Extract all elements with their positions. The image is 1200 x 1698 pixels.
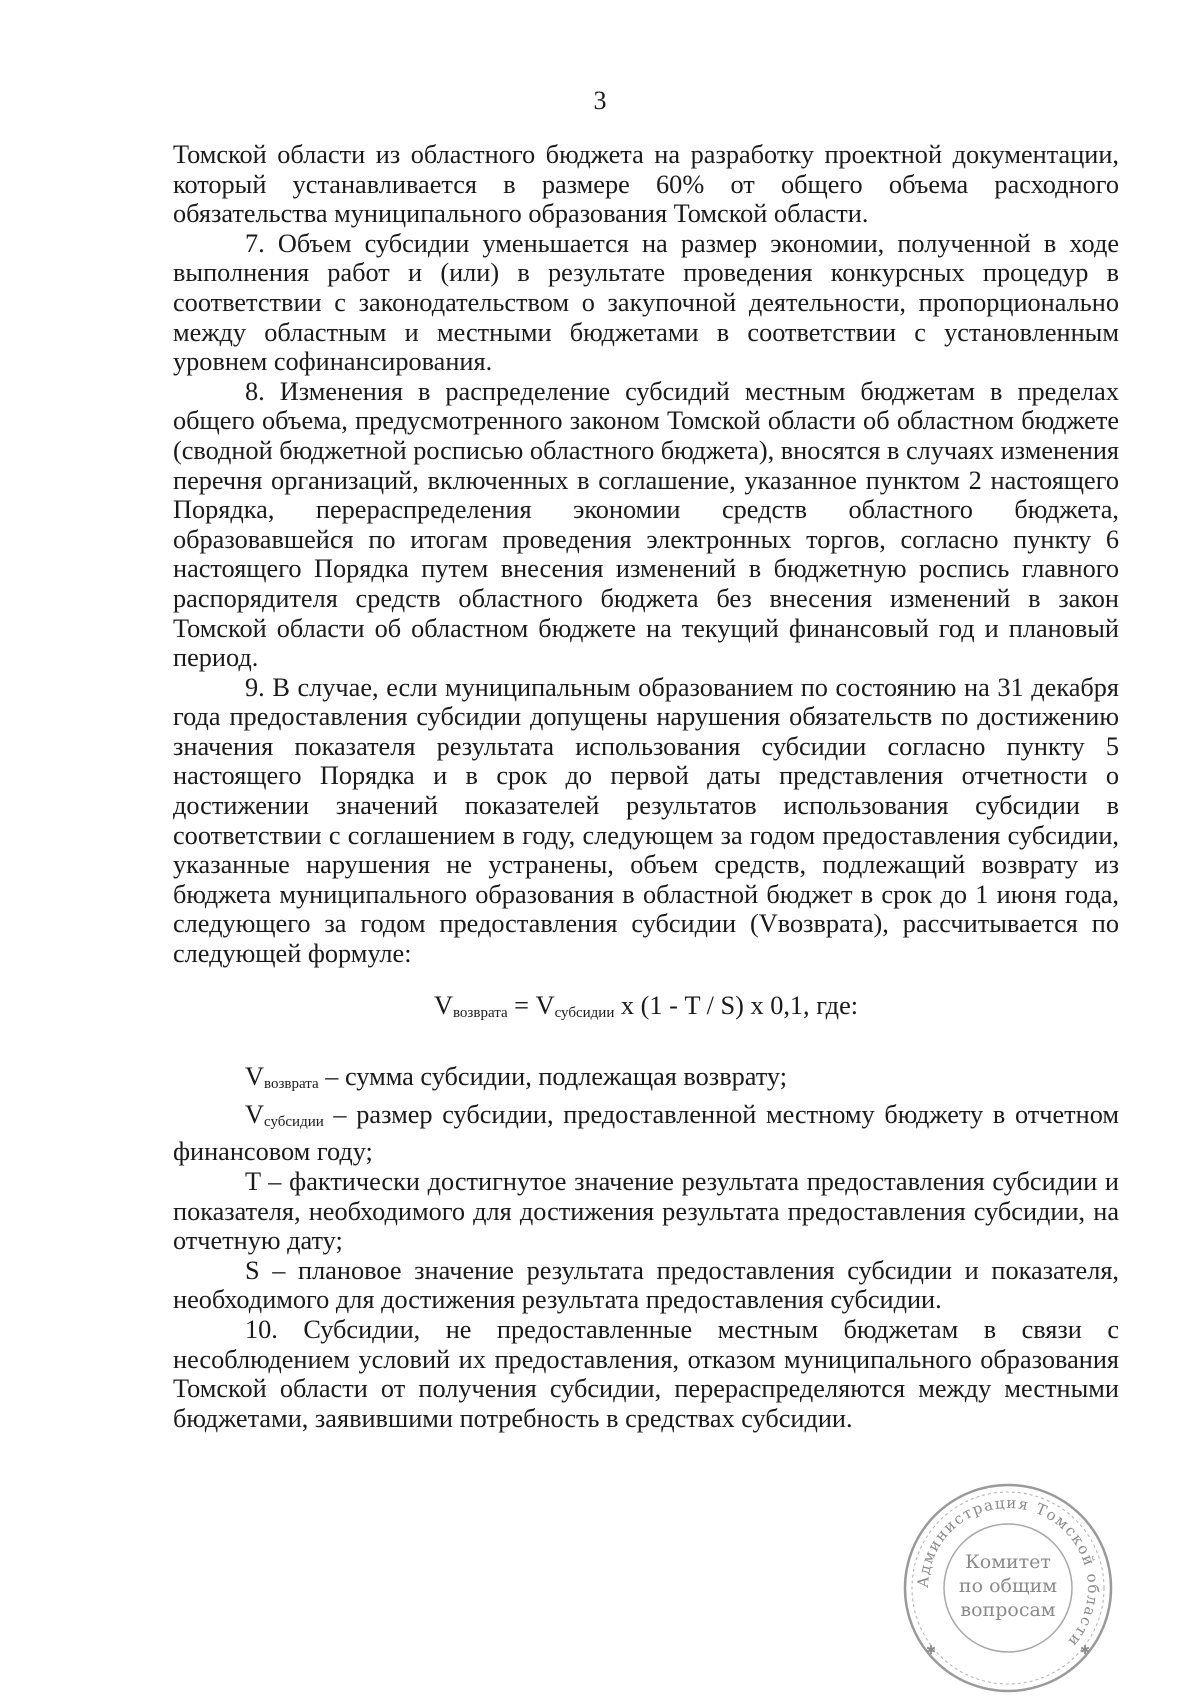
definition-s: S – плановое значение результата предоставления субсидии и показателя, необходимого для достижения результата предоставления субсидии. — [173, 1255, 1119, 1315]
formula-equals: = — [507, 990, 536, 1020]
formula-rest: х (1 - T / S) х 0,1, где: — [614, 990, 859, 1020]
paragraph-7: 7. Объем субсидии уменьшается на размер экономии, полученной в ходе выполнения работ и (или) в результате проведения конкурсных процедур в соответствии с законодательством о закупочной деятельности, пропорционально между областным и местными бюджетами в соответствии с установленным уровнем софинансирования. — [173, 228, 1119, 377]
paragraph-continuation: Томской области из областного бюджета на разработку проектной документации, который устанавливается в размере 60% от общего объема расходного обязательства муниципального образования Томской области. — [173, 140, 1119, 229]
stamp-graphic — [898, 1478, 1118, 1698]
formula-sub-return: возврата — [452, 1004, 508, 1021]
definition-v-subsidy — [173, 1100, 1119, 1167]
formula — [173, 991, 1119, 1029]
definition-v-letter-2: V — [245, 1099, 264, 1129]
paragraph-10: 10. Субсидии, не предоставленные местным бюджетам в связи с несоблюдением условий их предоставления, отказом муниципального образования Томской области от получения субсидии, перераспределяются между местными бюджетами, заявившими потребность в средствах субсидии. — [173, 1314, 1119, 1433]
document-body — [173, 140, 1119, 1433]
page-number: 3 — [593, 86, 607, 115]
paragraph-9: 9. В случае, если муниципальным образованием по состоянию на 31 декабря года предоставления субсидии допущены нарушения обязательств по достижению значения показателя результата использования субсидии согласно пункту 5 настоящего Порядка и в срок до первой даты представления отчетности о достижении значений показателей результатов использования субсидии в соответствии с соглашением в году, следующем за годом предоставления субсидии, указанные нарушения не устранены, объем средств, подлежащий возврату из бюджета муниципального образования в областной бюджет в срок до 1 июня года, следующего за годом предоставления субсидии (Vвозврата), рассчитывается по следующей формуле: — [173, 672, 1119, 969]
formula-v-subsidy: V — [535, 990, 555, 1020]
definition-v-return — [173, 1062, 1119, 1100]
official-stamp — [898, 1478, 1118, 1698]
definition-subsidy-sub: субсидии — [264, 1113, 324, 1130]
definition-subsidy-text: – размер субсидии, предоставленной местному бюджету в отчетном финансовом году; — [173, 1099, 1119, 1167]
formula-sub-subsidy: субсидии — [554, 1004, 615, 1021]
stamp-star-left: ✱ — [926, 1643, 937, 1657]
stamp-ring-text: Администрация Томской области — [913, 1493, 1103, 1652]
definition-return-text: – сумма субсидии, подлежащая возврату; — [318, 1062, 788, 1092]
definition-return-sub: возврата — [264, 1076, 319, 1093]
stamp-star-right: ✱ — [1080, 1643, 1091, 1657]
paragraph-8: 8. Изменения в распределение субсидий местным бюджетам в пределах общего объема, предусмотренного законом Томской области об областном бюджете (сводной бюджетной росписью областного бюджета), вносятся в случаях изменения перечня организаций, включенных в соглашение, указанное пунктом 2 настоящего Порядка, перераспределения экономии средств областного бюджета, образовавшейся по итогам проведения электронных торгов, согласно пункту 6 настоящего Порядка путем внесения изменений в бюджетную роспись главного распорядителя средств областного бюджета без внесения изменений в закон Томской области об областном бюджете на текущий финансовый год и плановый период. — [173, 376, 1119, 673]
definition-v-letter: V — [245, 1062, 264, 1092]
definition-t: T – фактически достигнутое значение результата предоставления субсидии и показателя, необходимого для достижения результата предоставления субсидии, на отчетную дату; — [173, 1167, 1119, 1256]
stamp-line-2: по общим — [958, 1575, 1058, 1597]
stamp-line-3: вопросам — [960, 1599, 1056, 1621]
formula-v-return: V — [433, 990, 453, 1020]
stamp-line-1: Комитет — [965, 1551, 1051, 1573]
